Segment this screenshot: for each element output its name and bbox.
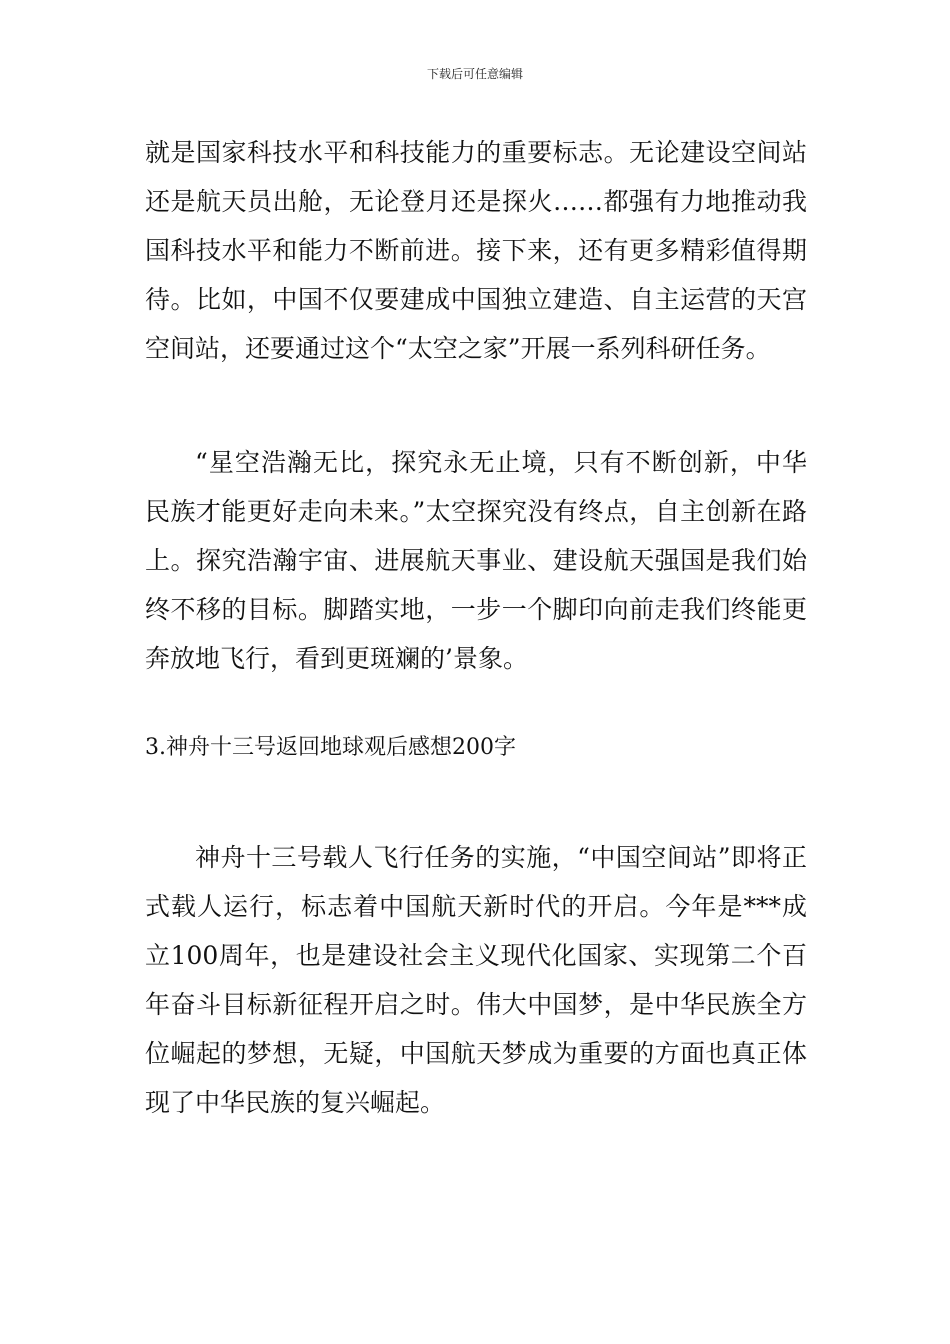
paragraph-1: 就是国家科技水平和科技能力的重要标志。无论建设空间站还是航天员出舱，无论登月还是探火……都强有力地推动我国科技水平和能力不断前进。接下来，还有更多精彩值得期待。比如，中国不仅要建成中国独立建造、自主运营的天宫空间站，还要通过这个“太空之家”开展一系列科研任务。 (145, 138, 807, 363)
paragraph-gap (145, 683, 807, 728)
paragraph-2: “星空浩瀚无比，探究永无止境，只有不断创新，中华民族才能更好走向未来。”太空探究没有终点，自主创新在路上。探究浩瀚宇宙、进展航天事业、建设航天强国是我们始终不移的目标。脚踏实地，一步一个脚印向前走我们终能更奔放地飞行，看到更斑斓的’景象。 (145, 448, 807, 673)
section-heading: 3.神舟十三号返回地球观后感想200字 (145, 735, 516, 760)
paragraph-3: 神舟十三号载人飞行任务的实施，“中国空间站”即将正式载人运行，标志着中国航天新时代的开启。今年是***成立100周年，也是建设社会主义现代化国家、实现第二个百年奋斗目标新征程开启之时。伟大中国梦，是中华民族全方位崛起的梦想，无疑，中国航天梦成为重要的方面也真正体现了中华民族的复兴崛起。 (145, 843, 807, 1117)
paragraph-gap (145, 373, 807, 438)
paragraph-gap (145, 768, 807, 833)
page-header: 下载后可任意编辑 (426, 67, 523, 81)
document-body (145, 128, 807, 1127)
